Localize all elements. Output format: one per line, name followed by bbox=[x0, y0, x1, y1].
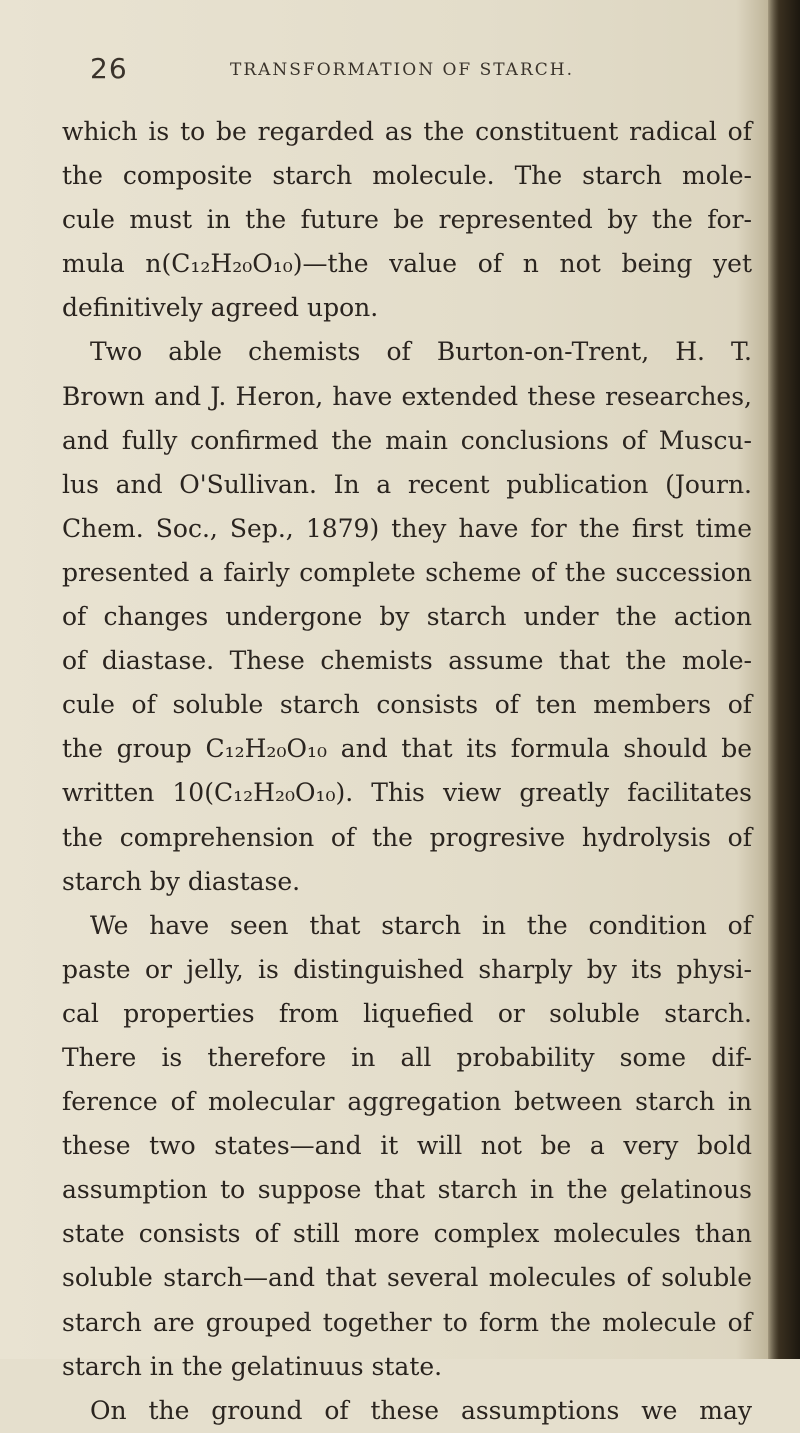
text-line: written 10(C₁₂H₂₀O₁₀). This view greatly facilitates bbox=[62, 778, 752, 808]
text-line: We have seen that starch in the condition of bbox=[90, 910, 752, 940]
page-gutter-shadow bbox=[768, 0, 800, 1359]
text-line: assumption to suppose that starch in the gelatinous bbox=[62, 1175, 752, 1205]
text-line: soluble starch—and that several molecules of soluble bbox=[62, 1263, 752, 1293]
text-line: starch are grouped together to form the molecule of bbox=[62, 1307, 752, 1337]
text-line: these two states—and it will not be a very bold bbox=[62, 1131, 752, 1161]
text-line: and fully confirmed the main conclusions of Muscu- bbox=[62, 425, 752, 455]
text-line: ference of molecular aggregation between starch in bbox=[62, 1087, 752, 1117]
text-line: starch by diastase. bbox=[62, 866, 301, 896]
text-line: cal properties from liquefied or soluble starch. bbox=[62, 998, 752, 1028]
text-line: which is to be regarded as the constituent radical of bbox=[62, 117, 752, 146]
text-line: Brown and J. Heron, have extended these researches, bbox=[62, 381, 752, 411]
text-line: There is therefore in all probability some dif- bbox=[62, 1042, 752, 1072]
text-line: cule of soluble starch consists of ten members of bbox=[62, 690, 752, 720]
text-line: cule must in the future be represented by the for- bbox=[62, 205, 752, 235]
text-line: the group C₁₂H₂₀O₁₀ and that its formula should be bbox=[62, 734, 752, 764]
text-line: Two able chemists of Burton-on-Trent, H. T. bbox=[90, 337, 752, 367]
text-line: Chem. Soc., Sep., 1879) they have for the first time bbox=[62, 513, 752, 543]
text-line: On the ground of these assumptions we may bbox=[90, 1395, 752, 1425]
text-line: paste or jelly, is distinguished sharply by its physi- bbox=[62, 954, 752, 984]
text-line: definitively agreed upon. bbox=[62, 293, 379, 323]
text-line: of diastase. These chemists assume that the mole- bbox=[62, 646, 752, 676]
page-header bbox=[90, 52, 750, 92]
text-line: mula n(C₁₂H₂₀O₁₀)—the value of n not being yet bbox=[62, 249, 752, 279]
text-line: the composite starch molecule. The starch mole- bbox=[62, 161, 752, 191]
body-text bbox=[62, 110, 752, 1433]
text-line: presented a fairly complete scheme of the succession bbox=[62, 557, 752, 587]
text-line: the comprehension of the progresive hydrolysis of bbox=[62, 822, 752, 852]
text-line: starch in the gelatinuus state. bbox=[62, 1351, 443, 1381]
page-number: 26 bbox=[90, 52, 128, 85]
text-line: lus and O'Sullivan. In a recent publication (Journ. bbox=[62, 469, 752, 499]
text-line: of changes undergone by starch under the action bbox=[62, 602, 752, 632]
text-line: state consists of still more complex molecules than bbox=[62, 1219, 752, 1249]
running-title: TRANSFORMATION OF STARCH. bbox=[230, 60, 574, 80]
